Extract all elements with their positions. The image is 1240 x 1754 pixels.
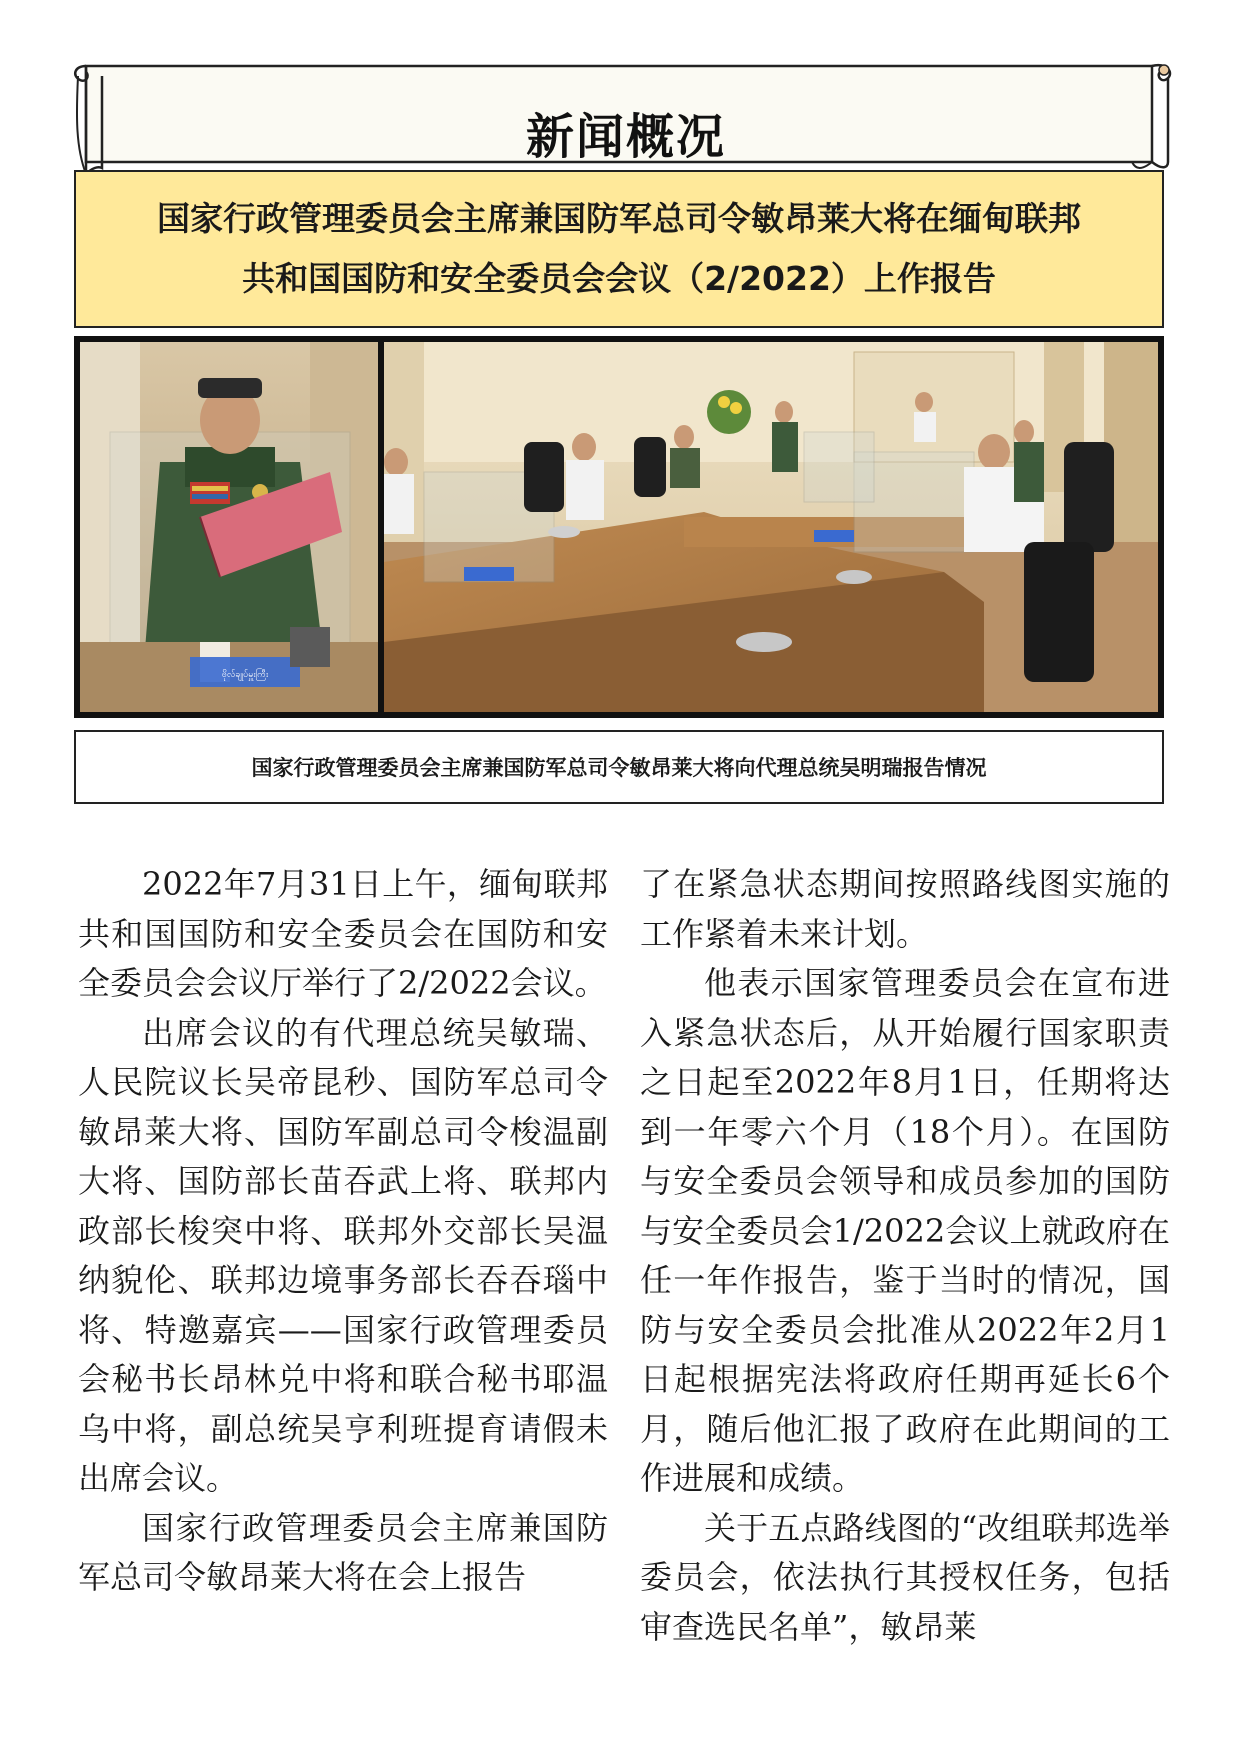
banner-title: 新闻概况 bbox=[525, 109, 726, 165]
photo-meeting-hall bbox=[384, 342, 1158, 712]
headline-line-2: 共和国国防和安全委员会会议（2/2022）上作报告 bbox=[242, 259, 996, 298]
photo-frame bbox=[74, 336, 1164, 718]
officer-photo-illustration bbox=[80, 342, 378, 712]
nameplate-text: ဗိုလ်ချုပ်မှူးကြီး bbox=[221, 670, 269, 680]
photo-officer bbox=[80, 342, 378, 712]
meeting-photo-illustration bbox=[384, 342, 1158, 712]
paragraph-right-2: 他表示国家管理委员会在宣布进入紧急状态后，从开始履行国家职责之日起至2022年8月1日，任期将达到一年零六个月（18个月）。在国防与安全委员会领导和成员参加的国防与安全委员会1/2022会议上就政府在任一年作报告，鉴于当时的情况，国防与安全委员会批准从2022年2月1日起根据宪法将政府任期再延长6个月，随后他汇报了政府在此期间的工作进展和成绩。 bbox=[640, 964, 1170, 1497]
paragraph-left-2: 出席会议的有代理总统吴敏瑞、人民院议长吴帝昆秒、国防军总司令敏昂莱大将、国防军副总司令梭温副大将、国防部长苗吞武上将、联邦内政部长梭突中将、联邦外交部长吴温纳貌伦、联邦边境事务部长吞吞瑙中将、特邀嘉宾——国家行政管理委员会秘书长昂林兑中将和联合秘书耶温乌中将，副总统吴亨利班提育请假未出席会议。 bbox=[78, 1013, 608, 1497]
paragraph-left-3: 国家行政管理委员会主席兼国防军总司令敏昂莱大将在会上报告 bbox=[78, 1508, 608, 1596]
article-column-right bbox=[640, 860, 1170, 1652]
article-column-left bbox=[78, 860, 608, 1603]
headline-box bbox=[74, 170, 1164, 328]
paragraph-right-1: 了在紧急状态期间按照路线图实施的工作紧着未来计划。 bbox=[640, 865, 1170, 953]
paragraph-left-1: 2022年7月31日上午，缅甸联邦共和国国防和安全委员会在国防和安全委员会会议厅举行了2/2022会议。 bbox=[78, 865, 608, 1002]
photo-caption: 国家行政管理委员会主席兼国防军总司令敏昂莱大将向代理总统吴明瑞报告情况 bbox=[74, 730, 1164, 804]
paragraph-right-3: 关于五点路线图的“改组联邦选举委员会，依法执行其授权任务，包括审查选民名单”，敏昂莱 bbox=[640, 1508, 1170, 1646]
news-banner-scroll bbox=[72, 58, 1180, 176]
headline-line-1: 国家行政管理委员会主席兼国防军总司令敏昂莱大将在缅甸联邦 bbox=[157, 199, 1081, 238]
